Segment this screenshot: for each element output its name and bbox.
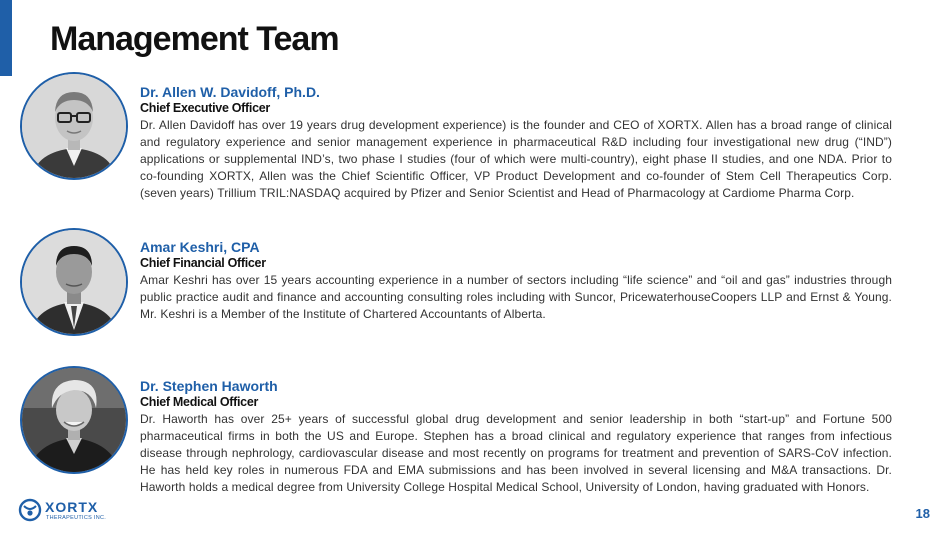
xortx-logo-icon [18,498,42,522]
member-role: Chief Medical Officer [140,395,259,409]
member-bio: Dr. Allen Davidoff has over 19 years drug development experience) is the founder and CEO of XORTX. Allen has a broad range of clinical and regulatory experience and senior management experience in pharmaceutical R&D including four investigational new drug (“IND”) applications or supplemental IND’s, two phase I studies (four of which were multi-country), eight phase II studies, and one NDA. Prior to co-founding XORTX, Allen was the Chief Scientific Officer, VP Product Development and co-founder of Stem Cell Therapeutics Corp. (seven years) Trillium TRIL:NASDAQ acquired by Pfizer and Senior Scientist and Head of Pharmacology at Cardiome Pharma Corp. [140,118,892,200]
member-role: Chief Executive Officer [140,101,270,115]
logo-wordmark: XORTX [45,499,99,515]
page-title: Management Team [50,20,339,58]
portrait-photo-davidoff [20,72,128,180]
member-name: Dr. Allen W. Davidoff, Ph.D. [140,84,320,100]
logo-subtitle: THERAPEUTICS INC. [46,515,107,521]
member-role: Chief Financial Officer [140,256,266,270]
member-name: Dr. Stephen Haworth [140,378,278,394]
member-name: Amar Keshri, CPA [140,239,260,255]
member-bio: Amar Keshri has over 15 years accounting experience in a number of sectors including “life science” and “oil and gas” industries through public practice audit and finance and accounting consulting roles including with Suncor, PricewaterhouseCoopers LLP and Ernst & Young. Mr. Keshri is a Member of the Institute of Chartered Accountants of Alberta. [140,273,892,321]
portrait-photo-haworth [20,366,128,474]
title-accent-bar [0,0,12,76]
page-number: 18 [915,506,930,521]
company-logo [18,496,128,526]
portrait-photo-keshri [20,228,128,336]
member-bio: Dr. Haworth has over 25+ years of successful global drug development and senior leadership in both “start-up” and Fortune 500 pharmaceutical firms in both the US and Europe. Stephen has a broad clinical and regulatory experience that ranges from infectious disease through nephrology, cardiovascular disease and most recently on programs for treatment and prevention of SARS-CoV infection. He has held key roles in numerous FDA and EMA submissions and has been involved in several licensing and M&A transactions. Dr. Haworth holds a medical degree from University College Hospital Medical School, University of London, having graduated with Honors. [140,412,892,494]
